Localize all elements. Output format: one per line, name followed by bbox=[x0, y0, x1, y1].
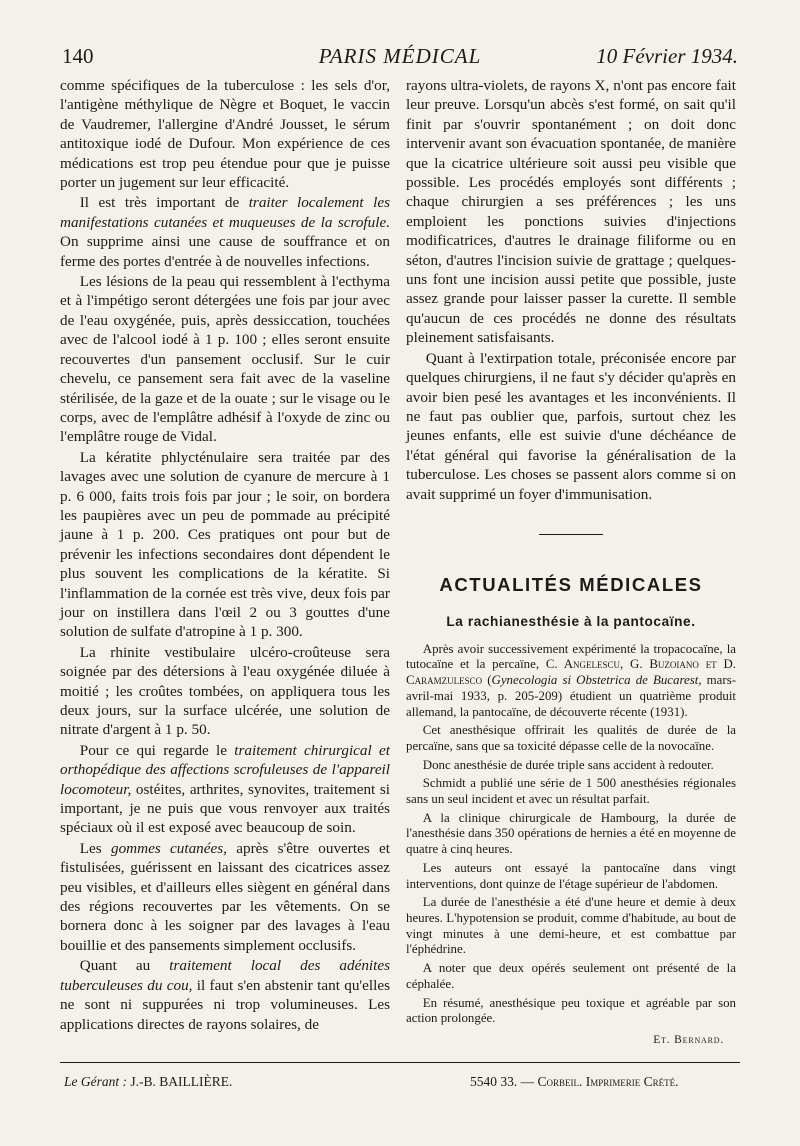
issue-date: 10 Février 1934. bbox=[596, 44, 738, 68]
section-title: ACTUALITÉS MÉDICALES bbox=[439, 573, 703, 595]
paragraph: La kératite phlycténulaire sera traitée par des lavages avec une solution de cyanure de mercure à 1 p. 6 000, faits trois fois par jour ; le soir, on bordera les paupières avec un peu de pommade au précipité jaune à 1 p. 200. Ces pratiques ont pour but de prévenir les infections secondaires dont dépendent le plus souvent les complications de la kératite. Si l'inflammation de la cornée est très vive, deux fois par jour on instillera dans l'œil 2 ou 3 gouttes d'une solution de sulfate d'atropine à 1 p. 300. bbox=[60, 448, 390, 641]
footer-printer: 5540 33. — Corbeil. Imprimerie Crété. bbox=[470, 1074, 679, 1089]
paragraph: Quant au traitement local des adénites tuberculeuses du cou, il faut s'en abstenir tant qu'elles ne sont ni suppurées ni trop volumineuses. Les applications directes de rayons solaires, de bbox=[60, 957, 391, 1033]
article-paragraph: A noter que deux opérés seulement ont présenté de la céphalée. bbox=[406, 961, 736, 991]
paragraph: Pour ce qui regarde le traitement chirurgical et orthopédique des affections scrofuleuses de l'appareil locomoteur, ostéites, arthrites, synovites, traitement si important, je ne puis que vous renvoyer aux traités spéciaux où il est exposé avec beaucoup de soin. bbox=[60, 741, 390, 837]
journal-title: PARIS MÉDICAL bbox=[318, 44, 482, 68]
article-paragraph: Après avoir successivement expérimenté la tropacocaïne, la tutocaïne et la percaïne, C. Angelescu, G. Buzoiano et D. Caramzulesco (Gynecologia si Obstetrica de Bucarest, mars-avril-mai 1933, p. 205-209) étudient un quatrième produit allemand, la pantocaïne, de découverte récente (1931). bbox=[406, 641, 736, 719]
footer-rule bbox=[60, 1062, 740, 1063]
paragraph: comme spécifiques de la tuberculose : les sels d'or, l'antigène méthylique de Nègre et Boquet, le vaccin de Vaudremer, l'allergine d'André Jousset, le sérum antitoxique iodé de Dufour. Mon expérience de ces médications est trop peu étendue pour que je puisse porter un jugement sur leur efficacité. bbox=[60, 77, 390, 192]
author-signature: Et. Bernard. bbox=[653, 1033, 724, 1046]
article-paragraph: La durée de l'anesthésie a été d'une heure et demie à deux heures. L'hypotension se produit, comme d'habitude, au bout de vingt minutes à une demi-heure, et est combattue par l'éphédrine. bbox=[406, 895, 736, 957]
running-header bbox=[62, 44, 738, 72]
article-paragraph: Schmidt a publié une série de 1 500 anesthésies régionales sans un seul incident et avec un résultat parfait. bbox=[406, 776, 736, 807]
paragraph: Quant à l'extirpation totale, préconisée encore par quelques chirurgiens, il ne faut s'y décider qu'après en avoir bien pesé les avantages et les inconvénients. Il ne faut pas oublier que, parfois, surtout chez les jeunes enfants, elle est suivie d'une déchéance de l'état général qui favorise la généralisation de la tuberculose. Les choses se passent alors comme si on avait supprimé un foyer d'immunisation. bbox=[406, 349, 736, 503]
article-paragraph: En résumé, anesthésique peu toxique et agréable par son action prolongée. bbox=[406, 995, 736, 1026]
article-body bbox=[406, 642, 736, 1049]
article-paragraph: A la clinique chirurgicale de Hambourg, la durée de l'anesthésie dans 350 opérations de hernies a été en moyenne de quatre à cinq heures. bbox=[406, 810, 736, 857]
paragraph: Il est très important de traiter localement les manifestations cutanées et muqueuses de la scrofule. On supprime ainsi une cause de souffrance et on ferme des portes d'entrée à de nouvelles infections. bbox=[60, 194, 390, 270]
footer-gerant: Le Gérant : J.-B. BAILLIÈRE. bbox=[64, 1074, 233, 1089]
article-title: La rachianesthésie à la pantocaïne. bbox=[446, 614, 696, 630]
paragraph: rayons ultra-violets, de rayons X, n'ont pas encore fait leur preuve. Lorsqu'un abcès s'est formé, on sait qu'il finit par s'ouvrir spontanément ; on doit donc intervenir avant son évacuation spontanée, de manière que la cicatrice ultérieure soit aussi peu visible que possible. Les procédés employés sont différents ; chaque chirurgien a ses préférences ; les uns emploient les ponctions suivies d'injections modificatrices, d'autres le drainage filiforme ou en séton, d'autres l'incision suivie de grattage ; quelques-uns font une incision aussi petite que possible, juste assez grande pour laisser passer la curette. Il semble qu'aucun de ces procédés ne donne des résultats pleinement satisfaisants. bbox=[406, 77, 736, 347]
section-divider bbox=[539, 534, 603, 535]
article-paragraph: Les auteurs ont essayé la pantocaïne dans vingt interventions, dont quinze de l'étage supérieur de l'abdomen. bbox=[406, 860, 736, 891]
right-column bbox=[406, 76, 736, 1049]
left-column bbox=[60, 76, 390, 1035]
paragraph: Les lésions de la peau qui ressemblent à l'ecthyma et à l'impétigo seront détergées une fois par jour avec de l'eau oxygénée, puis, après dessiccation, touchées avec de l'alcool iodé à 1 p. 100 ; elles seront ensuite recouvertes d'un pansement occlusif. Sur le cuir chevelu, ce pansement sera fait avec de la vaseline stérilisée, de la gaze et de la ouate ; sur le visage ou le corps, avec de l'emplâtre adhésif à l'oxyde de zinc ou l'emplâtre rouge de Vidal. bbox=[60, 273, 390, 446]
article-paragraph: Cet anesthésique offrirait les qualités de durée de la percaïne, sans que sa toxicité dépasse celle de la novocaïne. bbox=[406, 723, 736, 753]
paragraph: La rhinite vestibulaire ulcéro-croûteuse sera soignée par des détersions à l'eau oxygénée diluée à moitié ; les croûtes tombées, on appliquera tous les deux jours, sur la surface ulcérée, une solution de nitrate d'argent à 1 p. 50. bbox=[60, 643, 390, 739]
paragraph: Les gommes cutanées, après s'être ouvertes et fistulisées, guérissent en laissant des cicatrices assez peu visibles, et d'ailleurs elles siègent en général dans des régions recouvertes par les vêtements. On se bornera donc à les soigner par des lavages à l'eau bouillie et des pansements simplement occlusifs. bbox=[60, 839, 390, 954]
article-paragraph: Donc anesthésie de durée triple sans accident à redouter. bbox=[422, 757, 714, 772]
page-number: 140 bbox=[62, 44, 94, 68]
